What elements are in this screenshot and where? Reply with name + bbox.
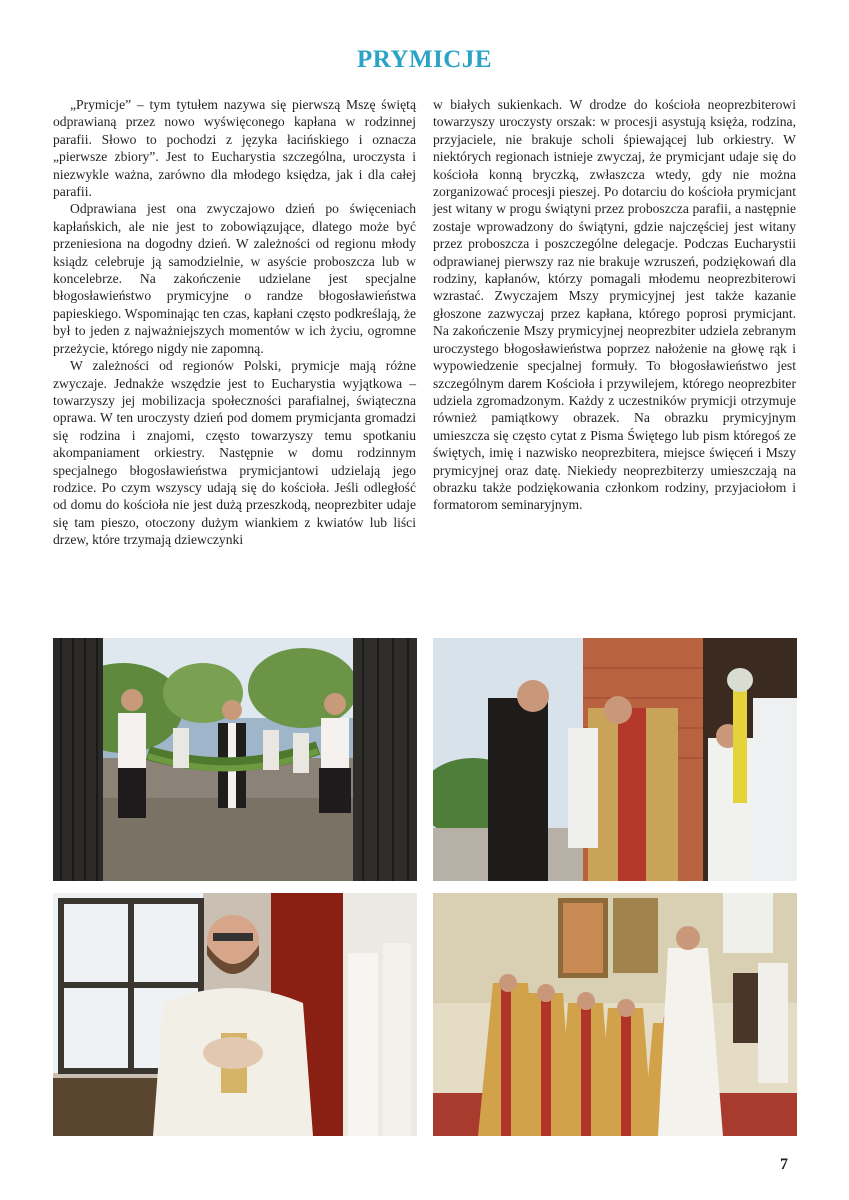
paragraph: Odprawiana jest ona zwyczajowo dzień po święceniach kapłańskich, ale nie jest to zobowiązujące, dlatego może być przeniesiona na dogodny dzień. W zależności od regionu młody ksiądz celebruje ją samodzielnie, w asyście proboszcza lub w koncelebrze. Na zakończenie udzielane jest specjalne błogosławieństwo prymicyjne o randze błogosławieństwa papieskiego. Wspominając ten czas, kapłani często podkreślają, że był to jeden z najważniejszych momentów w ich życiu, ogromne przeżycie, którego nigdy nie zapomną. — [53, 201, 416, 356]
text-column-right — [433, 96, 796, 514]
page-number: 7 — [780, 1156, 788, 1173]
text-column-left — [53, 96, 416, 549]
photo-priest-portrait — [53, 893, 417, 1136]
paragraph: „Prymicje” – tym tytułem nazywa się pierwszą Mszę świętą odprawianą przez nowo wyświęconego kapłana w rodzinnej parafii. Słowo to pochodzi z języka łacińskiego i oznacza „pierwsze zbiory”. Jest to Eucharystia szczególna, uroczysta i niezwykle ważna, zarówno dla młodego księdza, jak i dla całej parafii. — [53, 97, 416, 200]
photo-procession-wreath — [53, 638, 417, 881]
paragraph: W zależności od regionów Polski, prymicje mają różne zwyczaje. Jednakże wszędzie jest to Eucharystia wyjątkowa – towarzyszy jej mobilizacja społeczności parafialnej, świąteczna oprawa. W ten uroczysty dzień pod domem prymicjanta gromadzi się rodzina i znajomi, często towarzyszy temu spotkaniu akompaniament orkiestry. Następnie w domu rodzinnym specjalnego błogosławieństwa prymicjantowi udzielają jego rodzice. Po czym wszyscy udają się do kościoła. Jeśli odległość od domu do kościoła nie jest dużą przeszkodą, neoprezbiter udaje się tam pieszo, otoczony dużym wiankiem z kwiatów lub liści drzew, które trzymają dziewczynki — [53, 358, 416, 548]
page-title: PRYMICJE — [356, 46, 493, 73]
paragraph: w białych sukienkach. W drodze do kościoła neoprezbiterowi towarzyszy uroczysty orszak: w procesji asystują księża, rodzina, przyjaciele, nie brakuje scholi śpiewającej lub orkiestry. W niektórych regionach istnieje zwyczaj, że prymicjant udaje się do kościoła konną bryczką, zwłaszcza wtedy, gdy nie można zorganizować procesji pieszej. Po dotarciu do kościoła prymicjant jest witany w progu świątyni przez proboszcza parafii, a następnie zostaje wprowadzony do świątyni, gdzie najczęściej jest witany przez proboszcza i poszczególne delegacje. Podczas Eucharystii odprawianej pierwszy raz nie brakuje wzruszeń, podziękowań dla rodziny, kapłanów, którzy pomagali młodemu neoprezbiterowi wzrastać. Zwyczajem Mszy prymicyjnej jest także kazanie głoszone zazwyczaj przez kapłana, którego poprosi prymicjant. Na zakończenie Mszy prymicyjnej neoprezbiter udziela zebranym uroczystego błogosławieństwa poprzez nałożenie na głowę rąk i wypowiedzenie specjalnej formuły. To błogosławieństwo jest szczególnym darem Kościoła i przywilejem, którego neoprezbiter udziela zgromadzonym. Każdy z uczestników prymicji otrzymuje również pamiątkowy obrazek. Na obrazku prymicyjnym umieszcza się często cytat z Pisma Świętego lub pism któregoś ze świętych, imię i nazwisko neoprezbitera, miejsce święceń i Mszy prymicyjnej oraz datę. Niekiedy neoprezbiterzy umieszczają na obrazku także podziękowania członkom rodziny, przyjaciołom i formatorom seminaryjnym. — [433, 97, 796, 513]
photo-church-interior — [433, 893, 797, 1136]
photo-church-greeting — [433, 638, 797, 881]
